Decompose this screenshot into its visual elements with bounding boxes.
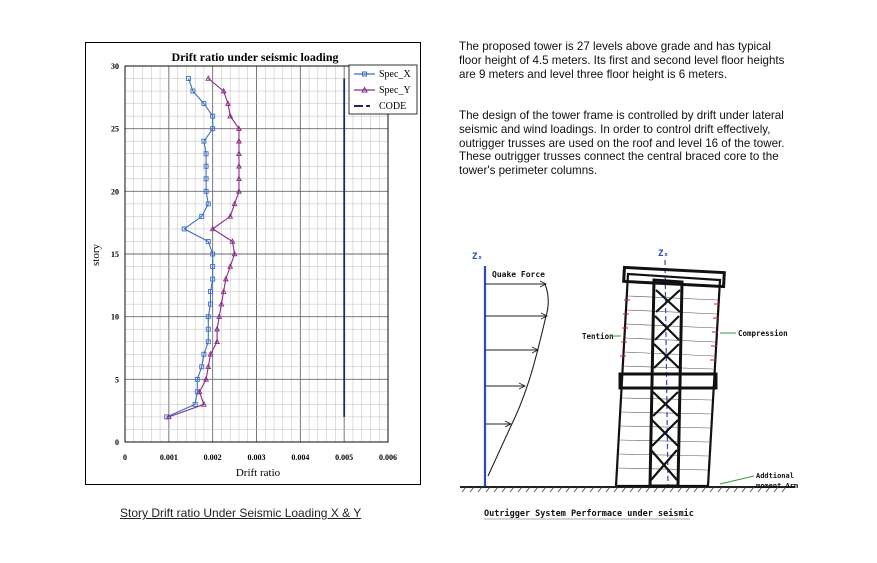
tower-frame xyxy=(616,267,724,486)
tension-label: Tention xyxy=(582,332,614,341)
description-paragraph-2: The design of the tower frame is controlled by drift under lateral seismic and wind loadings. In order to control drift effectively, outrigger trusses are used on the roof and level 16 of the tower. These outrigger trusses connect the central braced core to the tower's perimeter columns. xyxy=(459,109,785,178)
moment-arm-pointer xyxy=(720,476,754,484)
outrigger-sketch xyxy=(450,240,820,530)
left-axis-label: Zₓ xyxy=(472,252,483,262)
moment-arm-label-line-1: Addtional xyxy=(756,472,794,480)
quake-force-arrows xyxy=(485,281,547,427)
ground-line xyxy=(460,487,795,492)
chart-grid xyxy=(125,66,388,442)
drift-ratio-chart xyxy=(85,42,421,485)
x-tick-label: 0.005 xyxy=(335,453,354,462)
x-tick-label: 0.001 xyxy=(159,453,178,462)
y-axis-label: story xyxy=(90,244,102,266)
x-tick-label: 0 xyxy=(123,453,127,462)
right-axis-label: Zₓ xyxy=(658,249,669,259)
chart-caption: Story Drift ratio Under Seismic Loading X & Y xyxy=(120,506,362,520)
x-tick-label: 0.006 xyxy=(379,453,397,462)
legend-label-spec-x: Spec_X xyxy=(379,69,411,80)
y-tick-label: 25 xyxy=(111,124,119,134)
y-tick-label: 30 xyxy=(111,62,119,71)
legend-label-spec-y: Spec_Y xyxy=(379,85,411,96)
quake-force-curve xyxy=(485,284,548,476)
legend-label-code: CODE xyxy=(379,101,407,112)
y-tick-label: 5 xyxy=(115,375,119,385)
x-axis-label: Drift ratio xyxy=(235,467,281,479)
legend xyxy=(349,65,417,114)
chart-title: Drift ratio under seismic loading xyxy=(171,50,339,64)
y-tick-label: 0 xyxy=(115,438,119,447)
sketch-title: Outrigger System Performace under seismic xyxy=(484,509,694,519)
description-paragraph-1: The proposed tower is 27 levels above grade and has typical floor height of 4.5 meters. Its first and second level floor heights are 9 meters and level three floor height is 6 meters. xyxy=(459,40,785,81)
x-tick-label: 0.002 xyxy=(203,453,222,462)
x-tick-label: 0.004 xyxy=(291,453,310,462)
quake-force-label: Quake Force xyxy=(492,270,545,279)
x-tick-label: 0.003 xyxy=(247,453,266,462)
y-tick-label: 15 xyxy=(111,250,119,259)
compression-label: Compression xyxy=(738,329,788,338)
moment-arm-label-line-2: moment Arm xyxy=(756,482,799,490)
y-tick-label: 20 xyxy=(111,187,119,197)
y-tick-label: 10 xyxy=(111,312,119,322)
